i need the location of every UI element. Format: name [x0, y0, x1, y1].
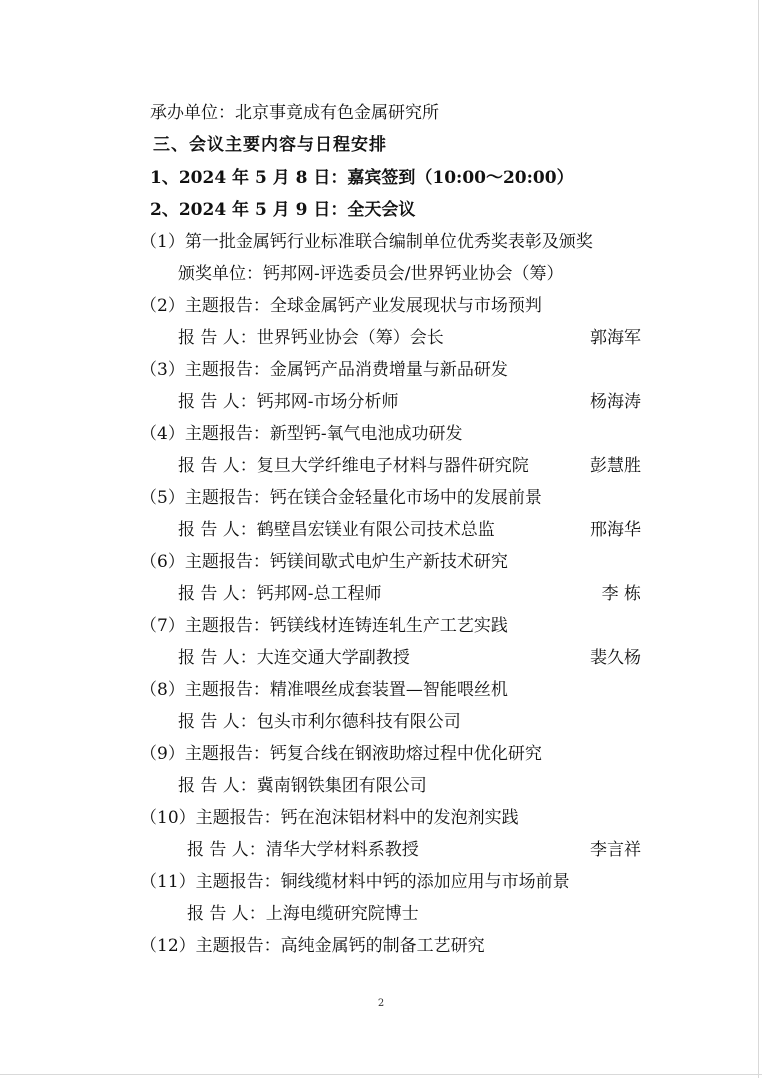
- agenda-item-title: （11）主题报告：铜线缆材料中钙的添加应用与市场前景: [140, 872, 570, 892]
- agenda-item-speaker: 报 告 人：包头市利尔德科技有限公司: [178, 712, 461, 732]
- agenda-item-speaker-name: 杨海涛: [590, 392, 641, 412]
- day1-line: 1、2024 年 5 月 8 日：嘉宾签到（10:00～20:00）: [150, 168, 574, 188]
- section-heading: 三、会议主要内容与日程安排: [153, 135, 387, 155]
- agenda-item-title: （4）主题报告：新型钙-氧气电池成功研发: [140, 424, 463, 444]
- agenda-item-speaker: 报 告 人：大连交通大学副教授: [178, 648, 410, 668]
- agenda-item-speaker-name: 李言祥: [590, 840, 641, 860]
- page-number: 2: [377, 998, 385, 1009]
- agenda-item-title: （9）主题报告：钙复合线在钢液助熔过程中优化研究: [140, 744, 542, 764]
- agenda-item-speaker: 报 告 人：清华大学材料系教授: [187, 840, 419, 860]
- agenda-item-title: （12）主题报告：高纯金属钙的制备工艺研究: [140, 936, 485, 956]
- agenda-item-title: （8）主题报告：精准喂丝成套装置—智能喂丝机: [140, 680, 508, 700]
- organizer-line: 承办单位：北京事竟成有色金属研究所: [150, 103, 439, 123]
- page-border-bottom: [0, 1074, 762, 1075]
- page-border-right: [758, 0, 759, 1078]
- agenda-item-speaker: 报 告 人：复旦大学纤维电子材料与器件研究院: [178, 456, 529, 476]
- agenda-item-speaker: 报 告 人：上海电缆研究院博士: [187, 904, 419, 924]
- agenda-item-speaker: 报 告 人：鹤壁昌宏镁业有限公司技术总监: [178, 520, 495, 540]
- agenda-item-title: （10）主题报告：钙在泡沫铝材料中的发泡剂实践: [140, 808, 519, 828]
- agenda-item-title: （6）主题报告：钙镁间歇式电炉生产新技术研究: [140, 552, 508, 572]
- agenda-item-title: （2）主题报告：全球金属钙产业发展现状与市场预判: [140, 296, 542, 316]
- agenda-item-title: （7）主题报告：钙镁线材连铸连轧生产工艺实践: [140, 616, 508, 636]
- agenda-item-title: （5）主题报告：钙在镁合金轻量化市场中的发展前景: [140, 488, 542, 508]
- agenda-item-speaker: 报 告 人：世界钙业协会（筹）会长: [178, 328, 444, 348]
- agenda-item-speaker-name: 彭慧胜: [590, 456, 641, 476]
- agenda-item-speaker-name: 裴久杨: [590, 648, 641, 668]
- agenda-item-speaker: 报 告 人：钙邦网-总工程师: [178, 584, 382, 604]
- agenda-item-speaker-name: 邢海华: [590, 520, 641, 540]
- agenda-item-speaker: 报 告 人：钙邦网-市场分析师: [178, 392, 399, 412]
- agenda-item-speaker-name: 李 栋: [601, 584, 641, 604]
- agenda-item-speaker-name: 郭海军: [590, 328, 641, 348]
- agenda-item-title: （1）第一批金属钙行业标准联合编制单位优秀奖表彰及颁奖: [140, 232, 593, 252]
- day2-line: 2、2024 年 5 月 9 日：全天会议: [150, 200, 416, 220]
- agenda-item-speaker: 报 告 人：冀南钢铁集团有限公司: [178, 776, 427, 796]
- agenda-item-speaker: 颁奖单位：钙邦网-评选委员会/世界钙业协会（筹）: [178, 264, 564, 284]
- agenda-item-title: （3）主题报告：金属钙产品消费增量与新品研发: [140, 360, 508, 380]
